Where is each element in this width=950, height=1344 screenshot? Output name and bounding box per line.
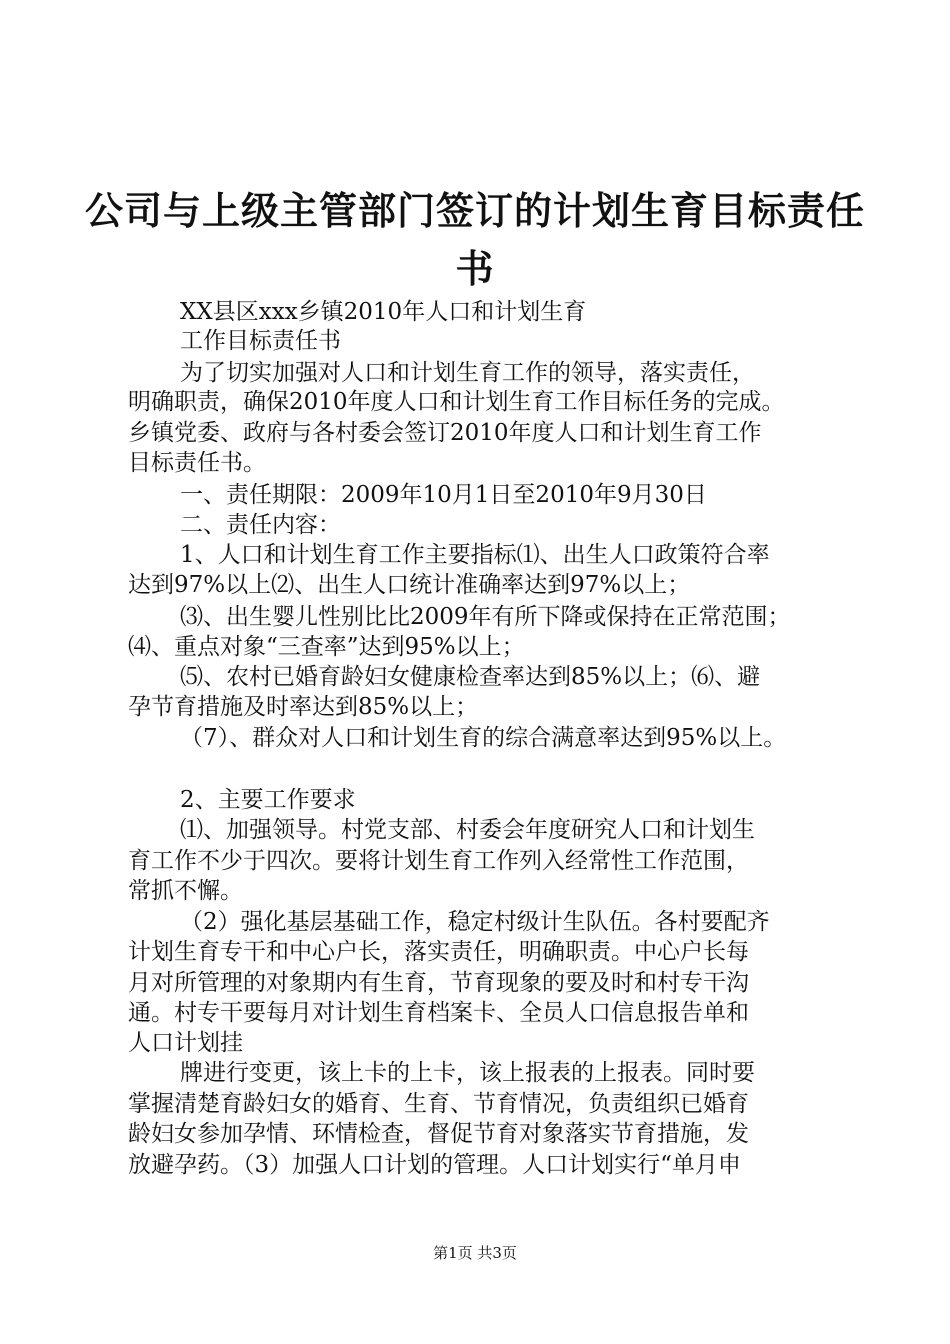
text-line: 龄妇女参加孕情、环情检查，督促节育对象落实节育措施，发 <box>128 1121 749 1147</box>
text-line: 达到97%以上⑵、出生人口统计准确率达到97%以上； <box>128 572 691 598</box>
text-line: 1、人口和计划生育工作主要指标⑴、出生人口政策符合率 <box>180 542 770 568</box>
text-line: ⑸、农村已婚育龄妇女健康检查率达到85%以上；⑹、避 <box>180 664 761 690</box>
text-line: 通。村专干要每月对计划生育档案卡、全员人口信息报告单和 <box>128 1000 749 1026</box>
document-title-line-1: 公司与上级主管部门签订的计划生育目标责任 <box>84 189 865 233</box>
text-line: 孕节育措施及时率达到85%以上； <box>128 694 479 720</box>
text-line: 工作目标责任书 <box>180 328 341 354</box>
document-title-line-2: 书 <box>455 247 495 291</box>
text-line: ⑴、加强领导。村党支部、村委会年度研究人口和计划生 <box>180 817 755 843</box>
text-line: 为了切实加强对人口和计划生育工作的领导，落实责任， <box>180 360 755 386</box>
text-line: 目标责任书。 <box>128 450 266 476</box>
text-line: 放避孕药。（3）加强人口计划的管理。人口计划实行“单月申 <box>128 1152 741 1178</box>
text-line: 常抓不懈。 <box>128 878 243 904</box>
text-line: ⑷、重点对象“三查率”达到95%以上； <box>128 634 525 660</box>
text-line: 一、责任期限：2009年10月1日至2010年9月30日 <box>180 482 707 508</box>
text-line: ⑶、出生婴儿性别比比2009年有所下降或保持在正常范围； <box>180 604 791 630</box>
text-line: 月对所管理的对象期内有生育，节育现象的要及时和村专干沟 <box>128 970 749 996</box>
text-line: 明确职责，确保2010年度人口和计划生育工作目标任务的完成。 <box>128 389 785 415</box>
text-line: 计划生育专干和中心户长，落实责任，明确职责。中心户长每 <box>128 939 749 965</box>
text-line: 2、主要工作要求 <box>180 787 356 813</box>
text-line: 育工作不少于四次。要将计划生育工作列入经常性工作范围， <box>128 848 749 874</box>
page-number-footer: 第1页 共3页 <box>433 1244 517 1262</box>
text-line: 掌握清楚育龄妇女的婚育、生育、节育情况，负责组织已婚育 <box>128 1091 749 1117</box>
text-line: 二、责任内容： <box>180 512 341 538</box>
text-line: 乡镇党委、政府与各村委会签订2010年度人口和计划生育工作 <box>128 420 762 446</box>
text-line: 人口计划挂 <box>128 1030 243 1056</box>
text-line: XX县区xxx乡镇2010年人口和计划生育 <box>180 299 587 325</box>
text-line: （7）、群众对人口和计划生育的综合满意率达到95%以上。 <box>180 725 787 751</box>
text-line: 牌进行变更，该上卡的上卡，该上报表的上报表。同时要 <box>180 1060 755 1086</box>
text-line: （2）强化基层基础工作，稳定村级计生队伍。各村要配齐 <box>180 909 770 935</box>
